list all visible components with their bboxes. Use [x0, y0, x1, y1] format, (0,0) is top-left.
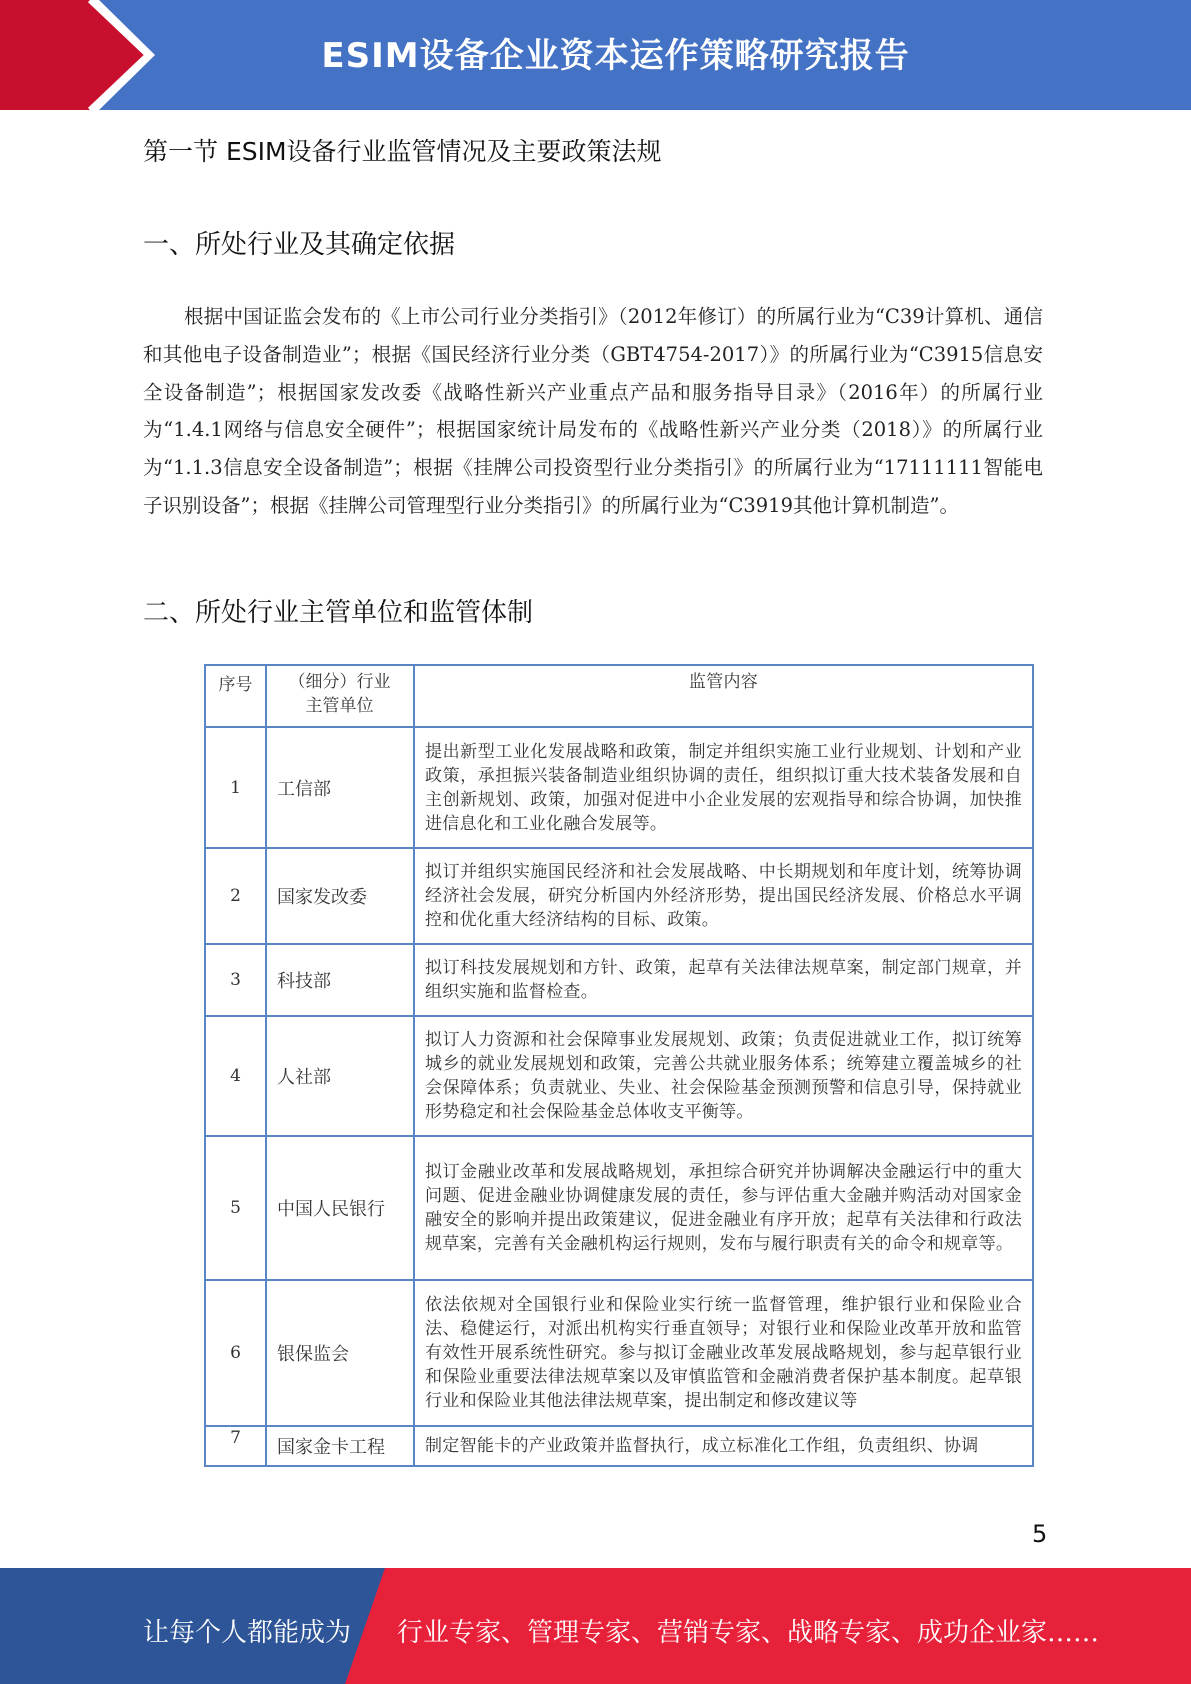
header-dept-line2: 主管单位	[305, 696, 374, 716]
row-content: 制定智能卡的产业政策并监督执行，成立标准化工作组，负责组织、协调	[414, 1426, 1033, 1466]
table-row	[205, 944, 1033, 1016]
row-num: 5	[205, 1136, 266, 1280]
report-title: ESIM设备企业资本运作策略研究报告	[321, 36, 910, 76]
row-content: 依法依规对全国银行业和保险业实行统一监督管理，维护银行业和保险业合法、稳健运行，对派出机构实行垂直领导；对银行业和保险业改革开放和监管有效性开展系统性研究。参与拟订金融业改革发展战略规划，参与起草银行业和保险业重要法律法规草案以及审慎监管和金融消费者保护基本制度。起草银行业和保险业其他法律法规草案，提出制定和修改建议等	[414, 1280, 1033, 1426]
section-title: 第一节 ESIM设备行业监管情况及主要政策法规	[143, 137, 662, 166]
row-dept: 工信部	[266, 727, 414, 848]
row-num: 4	[205, 1016, 266, 1136]
row-content: 拟订金融业改革和发展战略规划，承担综合研究并协调解决金融运行中的重大问题、促进金融业协调健康发展的责任，参与评估重大金融并购活动对国家金融安全的影响并提出政策建议，促进金融业有序开放；起草有关法律和行政法规草案，完善有关金融机构运行规则，发布与履行职责有关的命令和规章等。	[414, 1136, 1033, 1280]
row-dept: 人社部	[266, 1016, 414, 1136]
header-dept-line1: （细分）行业	[288, 672, 391, 692]
row-dept: 国家发改委	[266, 848, 414, 944]
header-num: 序号	[205, 665, 266, 727]
heading-regulatory-system: 二、所处行业主管单位和监管体制	[143, 598, 534, 628]
heading-industry-basis: 一、所处行业及其确定依据	[143, 230, 456, 260]
row-num: 7	[205, 1426, 266, 1466]
table-row	[205, 727, 1033, 848]
row-content: 拟订人力资源和社会保障事业发展规划、政策；负责促进就业工作，拟订统筹城乡的就业发展规划和政策，完善公共就业服务体系；统筹建立覆盖城乡的社会保障体系；负责就业、失业、社会保险基金预测预警和信息引导，保持就业形势稳定和社会保险基金总体收支平衡等。	[414, 1016, 1033, 1136]
row-num: 6	[205, 1280, 266, 1426]
row-dept: 国家金卡工程	[266, 1426, 414, 1466]
row-num: 2	[205, 848, 266, 944]
row-dept: 银保监会	[266, 1280, 414, 1426]
header-dept	[266, 665, 414, 727]
table-row	[205, 1426, 1033, 1466]
industry-classification-paragraph: 根据中国证监会发布的《上市公司行业分类指引》（2012年修订）的所属行业为“C39计算机、通信和其他电子设备制造业”；根据《国民经济行业分类（GBT4754-2017）》的所属行业为“C3915信息安全设备制造”；根据国家发改委《战略性新兴产业重点产品和服务指导目录》（2016年）的所属行业为“1.4.1网络与信息安全硬件”；根据国家统计局发布的《战略性新兴产业分类（2018）》的所属行业为“1.1.3信息安全设备制造”；根据《挂牌公司投资型行业分类指引》的所属行业为“17111111智能电子识别设备”；根据《挂牌公司管理型行业分类指引》的所属行业为“C3919其他计算机制造”。	[143, 305, 1043, 517]
header-content: 监管内容	[414, 665, 1033, 727]
table-row	[205, 848, 1033, 944]
row-num: 1	[205, 727, 266, 848]
footer-slogan-left: 让每个人都能成为	[143, 1618, 352, 1648]
page-number: 5	[1032, 1520, 1048, 1548]
regulator-table	[204, 664, 1034, 1467]
row-dept: 中国人民银行	[266, 1136, 414, 1280]
row-num: 3	[205, 944, 266, 1016]
row-dept: 科技部	[266, 944, 414, 1016]
row-content: 拟订科技发展规划和方针、政策，起草有关法律法规草案，制定部门规章，并组织实施和监督检查。	[414, 944, 1033, 1016]
table-row	[205, 1136, 1033, 1280]
row-content: 提出新型工业化发展战略和政策，制定并组织实施工业行业规划、计划和产业政策，承担振兴装备制造业组织协调的责任，组织拟订重大技术装备发展和自主创新规划、政策，加强对促进中小企业发展的宏观指导和综合协调，加快推进信息化和工业化融合发展等。	[414, 727, 1033, 848]
row-content: 拟订并组织实施国民经济和社会发展战略、中长期规划和年度计划，统筹协调经济社会发展，研究分析国内外经济形势，提出国民经济发展、价格总水平调控和优化重大经济结构的目标、政策。	[414, 848, 1033, 944]
table-header-row	[205, 665, 1033, 727]
footer-slogan-right: 行业专家、管理专家、营销专家、战略专家、成功企业家……	[397, 1618, 1100, 1648]
table-row	[205, 1016, 1033, 1136]
table-row	[205, 1280, 1033, 1426]
